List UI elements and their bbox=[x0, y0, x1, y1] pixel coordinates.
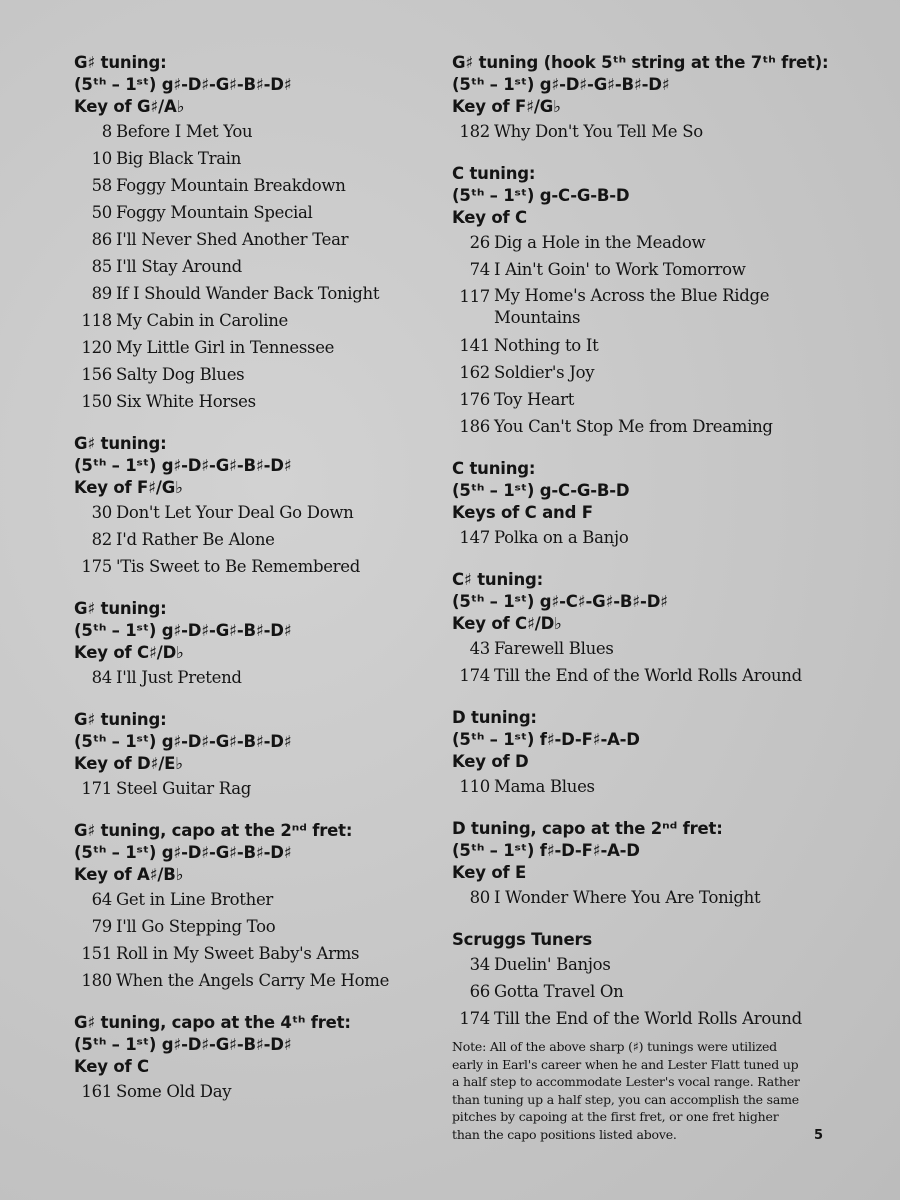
string-notes: (5ᵗʰ – 1ˢᵗ) f♯-D-F♯-A-D bbox=[452, 730, 640, 749]
tuning-section-12 bbox=[452, 818, 822, 911]
song-entry[interactable] bbox=[74, 145, 434, 172]
song-title: Dig a Hole in the Meadow bbox=[494, 233, 706, 252]
tuning-section-13 bbox=[452, 929, 822, 1032]
song-page: 84 bbox=[91, 668, 112, 687]
song-page: 175 bbox=[81, 557, 112, 576]
song-page: 182 bbox=[459, 122, 490, 141]
song-title: When the Angels Carry Me Home bbox=[116, 971, 390, 990]
song-page: 176 bbox=[459, 390, 490, 409]
song-title: Before I Met You bbox=[116, 122, 253, 141]
song-title: You Can't Stop Me from Dreaming bbox=[494, 417, 773, 436]
song-entry[interactable] bbox=[452, 256, 822, 283]
song-entry[interactable] bbox=[452, 359, 822, 386]
tuning-heading: C♯ tuning: bbox=[452, 570, 544, 589]
song-title: Till the End of the World Rolls Around bbox=[494, 1009, 802, 1028]
right-column bbox=[452, 52, 829, 1143]
song-title: Duelin' Banjos bbox=[494, 955, 611, 974]
song-title: Foggy Mountain Breakdown bbox=[116, 176, 346, 195]
tuning-section-9 bbox=[452, 458, 822, 551]
song-page: 26 bbox=[469, 233, 490, 252]
tuning-heading: D tuning, capo at the 2ⁿᵈ fret: bbox=[452, 819, 723, 838]
song-entry[interactable] bbox=[74, 199, 434, 226]
tuning-section-4 bbox=[74, 709, 434, 802]
string-notes: (5ᵗʰ – 1ˢᵗ) g-C-G-B-D bbox=[452, 481, 630, 500]
song-page: 171 bbox=[81, 779, 112, 798]
song-page: 66 bbox=[469, 982, 490, 1001]
song-entry[interactable] bbox=[74, 775, 434, 802]
tuning-heading: Scruggs Tuners bbox=[452, 930, 593, 949]
song-page: 50 bbox=[91, 203, 112, 222]
song-entry[interactable] bbox=[452, 1005, 822, 1032]
tuning-note: Note: All of the above sharp (♯) tunings were utilized early in Earl's career when he and Lester Flatt tuned up a half step to accommodate Lester's vocal range. Rather than tuning up a half step, you can accomplish the same pitches by capoing at the first fret, or one fret higher than the capo positions listed above. bbox=[452, 1039, 800, 1142]
tuning-heading: G♯ tuning, capo at the 4ᵗʰ fret: bbox=[74, 1013, 351, 1032]
string-notes: (5ᵗʰ – 1ˢᵗ) g♯-D♯-G♯-B♯-D♯ bbox=[74, 1035, 292, 1054]
tuning-heading: G♯ tuning, capo at the 2ⁿᵈ fret: bbox=[74, 821, 353, 840]
string-notes: (5ᵗʰ – 1ˢᵗ) g♯-D♯-G♯-B♯-D♯ bbox=[74, 456, 292, 475]
song-page: 30 bbox=[91, 503, 112, 522]
song-entry[interactable] bbox=[74, 1078, 434, 1105]
song-entry[interactable] bbox=[74, 361, 434, 388]
string-notes: (5ᵗʰ – 1ˢᵗ) g♯-C♯-G♯-B♯-D♯ bbox=[452, 592, 668, 611]
song-entry[interactable] bbox=[74, 940, 434, 967]
song-page: 147 bbox=[459, 528, 490, 547]
song-page: 10 bbox=[91, 149, 112, 168]
song-page: 117 bbox=[459, 287, 490, 306]
song-entry[interactable] bbox=[452, 662, 822, 689]
key-heading: Key of A♯/B♭ bbox=[74, 865, 184, 884]
song-page: 162 bbox=[459, 363, 490, 382]
song-title: Polka on a Banjo bbox=[494, 528, 629, 547]
page-number: 5 bbox=[814, 1128, 824, 1143]
key-heading: Key of D bbox=[452, 752, 529, 771]
song-page: 150 bbox=[81, 392, 112, 411]
key-heading: Key of C♯/D♭ bbox=[452, 614, 562, 633]
tuning-section-7 bbox=[452, 52, 829, 145]
song-entry[interactable] bbox=[452, 118, 822, 145]
song-page: 34 bbox=[469, 955, 490, 974]
song-entry[interactable] bbox=[452, 884, 822, 911]
tuning-heading: C tuning: bbox=[452, 164, 536, 183]
string-notes: (5ᵗʰ – 1ˢᵗ) g♯-D♯-G♯-B♯-D♯ bbox=[74, 621, 292, 640]
song-title: Get in Line Brother bbox=[116, 890, 273, 909]
song-title: Roll in My Sweet Baby's Arms bbox=[116, 944, 360, 963]
tuning-section-5 bbox=[74, 820, 434, 994]
key-heading: Key of C bbox=[452, 208, 527, 227]
song-page: 141 bbox=[459, 336, 490, 355]
song-page: 89 bbox=[91, 284, 112, 303]
song-title: Till the End of the World Rolls Around bbox=[494, 666, 802, 685]
song-entry[interactable] bbox=[452, 386, 822, 413]
tuning-heading: G♯ tuning (hook 5ᵗʰ string at the 7ᵗʰ fret): bbox=[452, 53, 829, 72]
song-entry[interactable] bbox=[74, 118, 434, 145]
song-title: Don't Let Your Deal Go Down bbox=[116, 503, 354, 522]
song-entry[interactable] bbox=[452, 332, 822, 359]
song-page: 79 bbox=[91, 917, 112, 936]
song-entry[interactable] bbox=[74, 967, 434, 994]
song-entry[interactable] bbox=[452, 978, 822, 1005]
song-title: Foggy Mountain Special bbox=[116, 203, 313, 222]
tuning-heading: G♯ tuning: bbox=[74, 53, 167, 72]
tuning-heading: C tuning: bbox=[452, 459, 536, 478]
song-entry[interactable] bbox=[74, 664, 434, 691]
song-page: 174 bbox=[459, 666, 490, 685]
song-entry[interactable] bbox=[74, 913, 434, 940]
string-notes: (5ᵗʰ – 1ˢᵗ) g♯-D♯-G♯-B♯-D♯ bbox=[452, 75, 670, 94]
song-page: 82 bbox=[91, 530, 112, 549]
song-page: 180 bbox=[81, 971, 112, 990]
song-entry[interactable] bbox=[74, 388, 434, 415]
song-title: Nothing to It bbox=[494, 336, 599, 355]
song-entry[interactable] bbox=[74, 172, 434, 199]
song-entry[interactable] bbox=[74, 253, 434, 280]
song-page: 161 bbox=[81, 1082, 112, 1101]
key-heading: Key of G♯/A♭ bbox=[74, 97, 185, 116]
song-page: 151 bbox=[81, 944, 112, 963]
tuning-section-11 bbox=[452, 707, 822, 800]
key-heading: Key of F♯/G♭ bbox=[74, 478, 183, 497]
tuning-section-6 bbox=[74, 1012, 434, 1105]
song-page: 174 bbox=[459, 1009, 490, 1028]
song-entry[interactable] bbox=[74, 226, 434, 253]
song-entry[interactable] bbox=[74, 886, 434, 913]
song-title: I'd Rather Be Alone bbox=[116, 530, 275, 549]
string-notes: (5ᵗʰ – 1ˢᵗ) g♯-D♯-G♯-B♯-D♯ bbox=[74, 732, 292, 751]
left-column bbox=[74, 52, 434, 1123]
tuning-heading: G♯ tuning: bbox=[74, 599, 167, 618]
song-title: Mama Blues bbox=[494, 777, 595, 796]
tuning-heading: G♯ tuning: bbox=[74, 434, 167, 453]
song-entry[interactable] bbox=[74, 307, 434, 334]
song-page: 85 bbox=[91, 257, 112, 276]
song-page: 8 bbox=[101, 122, 112, 141]
string-notes: (5ᵗʰ – 1ˢᵗ) g-C-G-B-D bbox=[452, 186, 630, 205]
song-entry[interactable] bbox=[74, 334, 434, 361]
song-title: Soldier's Joy bbox=[494, 363, 595, 382]
song-title: Salty Dog Blues bbox=[116, 365, 245, 384]
song-title: My Little Girl in Tennessee bbox=[116, 338, 335, 357]
song-title: Farewell Blues bbox=[494, 639, 614, 658]
song-entry[interactable] bbox=[452, 524, 822, 551]
song-entry[interactable] bbox=[74, 553, 434, 580]
key-heading: Key of E bbox=[452, 863, 527, 882]
tuning-section-8 bbox=[452, 163, 822, 440]
key-heading: Key of D♯/E♭ bbox=[74, 754, 183, 773]
tuning-heading: D tuning: bbox=[452, 708, 537, 727]
song-title: I Wonder Where You Are Tonight bbox=[494, 888, 761, 907]
song-title: Why Don't You Tell Me So bbox=[494, 122, 703, 141]
song-page: 74 bbox=[469, 260, 490, 279]
song-title: I'll Just Pretend bbox=[116, 668, 242, 687]
key-heading: Key of C♯/D♭ bbox=[74, 643, 184, 662]
key-heading: Key of F♯/G♭ bbox=[452, 97, 561, 116]
song-title: If I Should Wander Back Tonight bbox=[116, 284, 380, 303]
tuning-section-2 bbox=[74, 433, 434, 580]
song-title: Steel Guitar Rag bbox=[116, 779, 252, 798]
tuning-section-10 bbox=[452, 569, 822, 689]
song-page: 64 bbox=[91, 890, 112, 909]
song-page: 43 bbox=[469, 639, 490, 658]
song-entry[interactable] bbox=[74, 526, 434, 553]
song-title: Gotta Travel On bbox=[494, 982, 624, 1001]
song-title: Toy Heart bbox=[494, 390, 575, 409]
song-page: 120 bbox=[81, 338, 112, 357]
song-title: I'll Never Shed Another Tear bbox=[116, 230, 349, 249]
song-entry[interactable] bbox=[74, 499, 434, 526]
key-heading: Keys of C and F bbox=[452, 503, 593, 522]
song-page: 86 bbox=[91, 230, 112, 249]
tuning-heading: G♯ tuning: bbox=[74, 710, 167, 729]
key-heading: Key of C bbox=[74, 1057, 149, 1076]
tuning-section-1 bbox=[74, 52, 434, 415]
string-notes: (5ᵗʰ – 1ˢᵗ) f♯-D-F♯-A-D bbox=[452, 841, 640, 860]
string-notes: (5ᵗʰ – 1ˢᵗ) g♯-D♯-G♯-B♯-D♯ bbox=[74, 75, 292, 94]
song-entry[interactable] bbox=[452, 951, 822, 978]
song-title: Big Black Train bbox=[116, 149, 242, 168]
song-entry[interactable] bbox=[452, 773, 822, 800]
song-entry[interactable] bbox=[74, 280, 434, 307]
song-title: I'll Go Stepping Too bbox=[116, 917, 276, 936]
song-title: Some Old Day bbox=[116, 1082, 232, 1101]
song-title: I Ain't Goin' to Work Tomorrow bbox=[494, 260, 746, 279]
song-entry[interactable] bbox=[452, 413, 822, 440]
song-entry[interactable] bbox=[452, 635, 822, 662]
song-page: 58 bbox=[91, 176, 112, 195]
song-title: 'Tis Sweet to Be Remembered bbox=[116, 557, 360, 576]
song-page: 110 bbox=[459, 777, 490, 796]
song-entry[interactable] bbox=[452, 283, 822, 332]
song-title: My Cabin in Caroline bbox=[116, 311, 289, 330]
song-page: 118 bbox=[81, 311, 112, 330]
string-notes: (5ᵗʰ – 1ˢᵗ) g♯-D♯-G♯-B♯-D♯ bbox=[74, 843, 292, 862]
song-entry[interactable] bbox=[452, 229, 822, 256]
song-page: 186 bbox=[459, 417, 490, 436]
song-page: 156 bbox=[81, 365, 112, 384]
song-title: My Home's Across the Blue Ridge Mountains bbox=[494, 286, 770, 327]
tuning-section-3 bbox=[74, 598, 434, 691]
song-title: I'll Stay Around bbox=[116, 257, 242, 276]
song-page: 80 bbox=[469, 888, 490, 907]
song-title: Six White Horses bbox=[116, 392, 256, 411]
